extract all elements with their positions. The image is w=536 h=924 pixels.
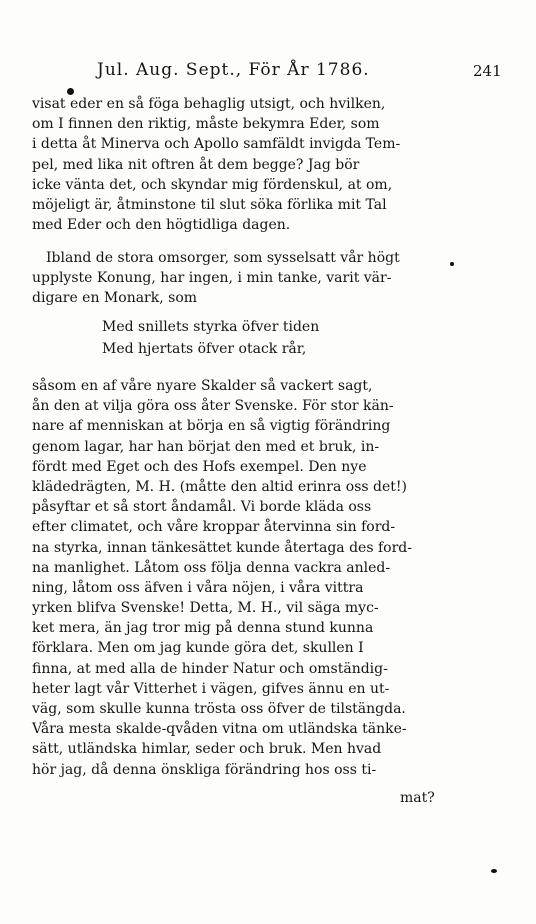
text-line: i detta åt Minerva och Apollo samfäldt invigda Tem-: [32, 136, 401, 153]
text-line: väg, som skulle kunna trösta oss öfver de tilstängda.: [32, 701, 406, 717]
text-line: yrken blifva Svenske! Detta, M. H., vil säga myc-: [32, 600, 379, 617]
running-header: Jul. Aug. Sept., För År 1786.: [97, 60, 370, 80]
text-line: Ibland de stora omsorger, som sysselsatt vår högt: [46, 250, 400, 266]
text-line: upplyste Konung, har ingen, i min tanke, varit vär-: [32, 270, 392, 287]
text-line: visat eder en så föga behaglig utsigt, och hvilken,: [32, 96, 386, 112]
text-line: påsyftar et så stort åndamål. Vi borde kläda oss: [32, 499, 372, 516]
text-line: Våra mesta skalde-qvåden vitna om utländska tänke-: [32, 721, 407, 738]
ink-speck: [491, 869, 497, 873]
page-number: 241: [473, 62, 502, 80]
verse-line: Med snillets styrka öfver tiden: [102, 319, 320, 335]
catchword: mat?: [400, 790, 435, 806]
paragraph-3: [32, 376, 456, 780]
text-line: hör jag, då denna önskliga förändring hos oss ti-: [32, 761, 377, 778]
text-line: digare en Monark, som: [32, 290, 198, 307]
text-line: om I finnen den riktig, måste bekymra Eder, som: [32, 116, 380, 133]
text-line: såsom en af våre nyare Skalder så vackert sagt,: [32, 378, 373, 394]
text-line: ning, låtom oss äfven i våra nöjen, i våra vittra: [32, 579, 364, 596]
paragraph-1: [32, 94, 456, 235]
text-line: na styrka, innan tänkesättet kunde återtaga des ford-: [32, 539, 412, 556]
paragraph-2: [32, 248, 456, 309]
text-line: med Eder och den högtidliga dagen.: [32, 217, 291, 234]
text-line: icke vänta det, och skyndar mig fördenskul, at om,: [32, 176, 393, 193]
text-line: finna, at med alla de hinder Natur och omständig-: [32, 660, 388, 677]
text-line: fördt med Eget och des Hofs exempel. Den nye: [32, 458, 367, 475]
text-line: ån den at vilja göra oss åter Svenske. För stor kän-: [32, 398, 394, 415]
text-line: pel, med lika nit oftren åt dem begge? Jag bör: [32, 156, 360, 173]
text-line: na manlighet. Låtom oss följa denna vackra anled-: [32, 559, 391, 576]
text-line: efter climatet, och våre kroppar återvinna sin ford-: [32, 519, 396, 536]
text-line: förklara. Men om jag kunde göra det, skullen I: [32, 640, 364, 657]
text-line: möjeligt är, åtminstone til slut söka förlika mit Tal: [32, 196, 387, 213]
verse-line: Med hjertats öfver otack rår,: [102, 341, 307, 357]
text-line: klädedrägten, M. H. (måtte den altid erinra oss det!): [32, 478, 407, 495]
text-line: ket mera, än jag tror mig på denna stund kunna: [32, 620, 374, 637]
text-line: heter lagt vår Vitterhet i vägen, gifves ännu en ut-: [32, 680, 390, 697]
verse-quotation: [102, 316, 402, 360]
text-line: sätt, utländska himlar, seder och bruk. Men hvad: [32, 741, 382, 758]
text-line: genom lagar, har han börjat den med et bruk, in-: [32, 438, 380, 455]
text-line: nare af menniskan at börja en så vigtig förändring: [32, 418, 391, 435]
